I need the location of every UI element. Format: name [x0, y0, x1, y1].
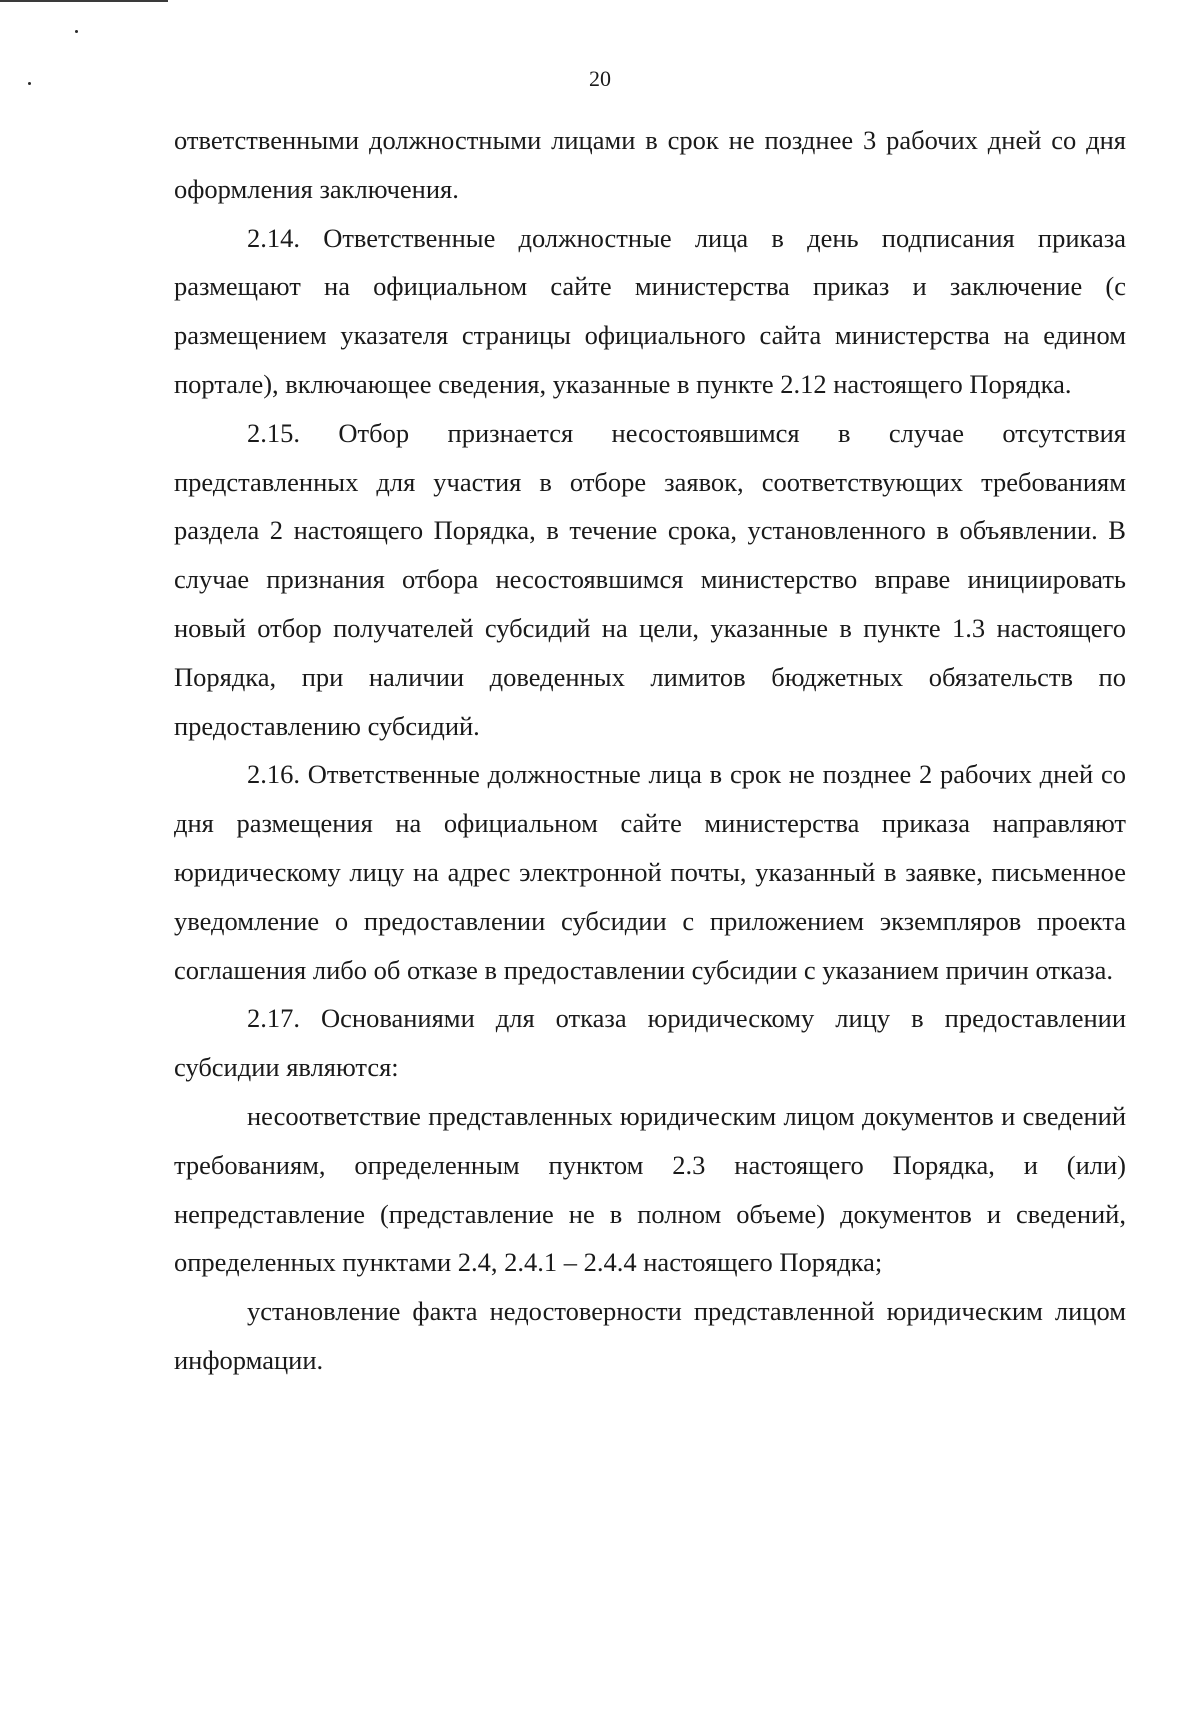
paragraph-2-17: 2.17. Основаниями для отказа юридическому лицу в предоставлении субсидии являются:	[174, 1003, 1126, 1083]
paragraph-2-15: 2.15. Отбор признается несостоявшимся в случае отсутствия представленных для участия в отборе заявок, соответствующих требованиям раздела 2 настоящего Порядка, в течение срока, установленного в объявлении. В случае признания отбора несостоявшимся министерство вправе инициировать новый отбор получателей субсидий на цели, указанные в пункте 1.3 настоящего Порядка, при наличии доведенных лимитов бюджетных обязательств по предоставлению субсидий.	[174, 417, 1126, 741]
refusal-ground-1: несоответствие представленных юридическим лицом документов и сведений требованиям, определенным пунктом 2.3 настоящего Порядка, и (или) непредставление (представление не в полном объеме) документов и сведений, определенных пунктами 2.4, 2.4.1 – 2.4.4 настоящего Порядка;	[174, 1100, 1126, 1278]
scan-edge-line	[0, 0, 168, 2]
paragraph-continuation: ответственными должностными лицами в срок не позднее 3 рабочих дней со дня оформления заключения.	[174, 125, 1126, 204]
paragraph-2-14: 2.14. Ответственные должностные лица в день подписания приказа размещают на официальном сайте министерства приказ и заключение (с размещением указателя страницы официального сайта министерства на едином портале), включающее сведения, указанные в пункте 2.12 настоящего Порядка.	[174, 222, 1126, 399]
scan-speck	[75, 30, 78, 33]
refusal-ground-2: установление факта недостоверности представленной юридическим лицом информации.	[174, 1296, 1126, 1375]
paragraph-2-16: 2.16. Ответственные должностные лица в срок не позднее 2 рабочих дней со дня размещения на официальном сайте министерства приказа направляют юридическому лицу на адрес электронной почты, указанный в заявке, письменное уведомление о предоставлении субсидии с приложением экземпляров проекта соглашения либо об отказе в предоставлении субсидии с указанием причин отказа.	[174, 759, 1126, 985]
document-body	[174, 116, 1126, 1385]
page-number: 20	[589, 66, 611, 91]
